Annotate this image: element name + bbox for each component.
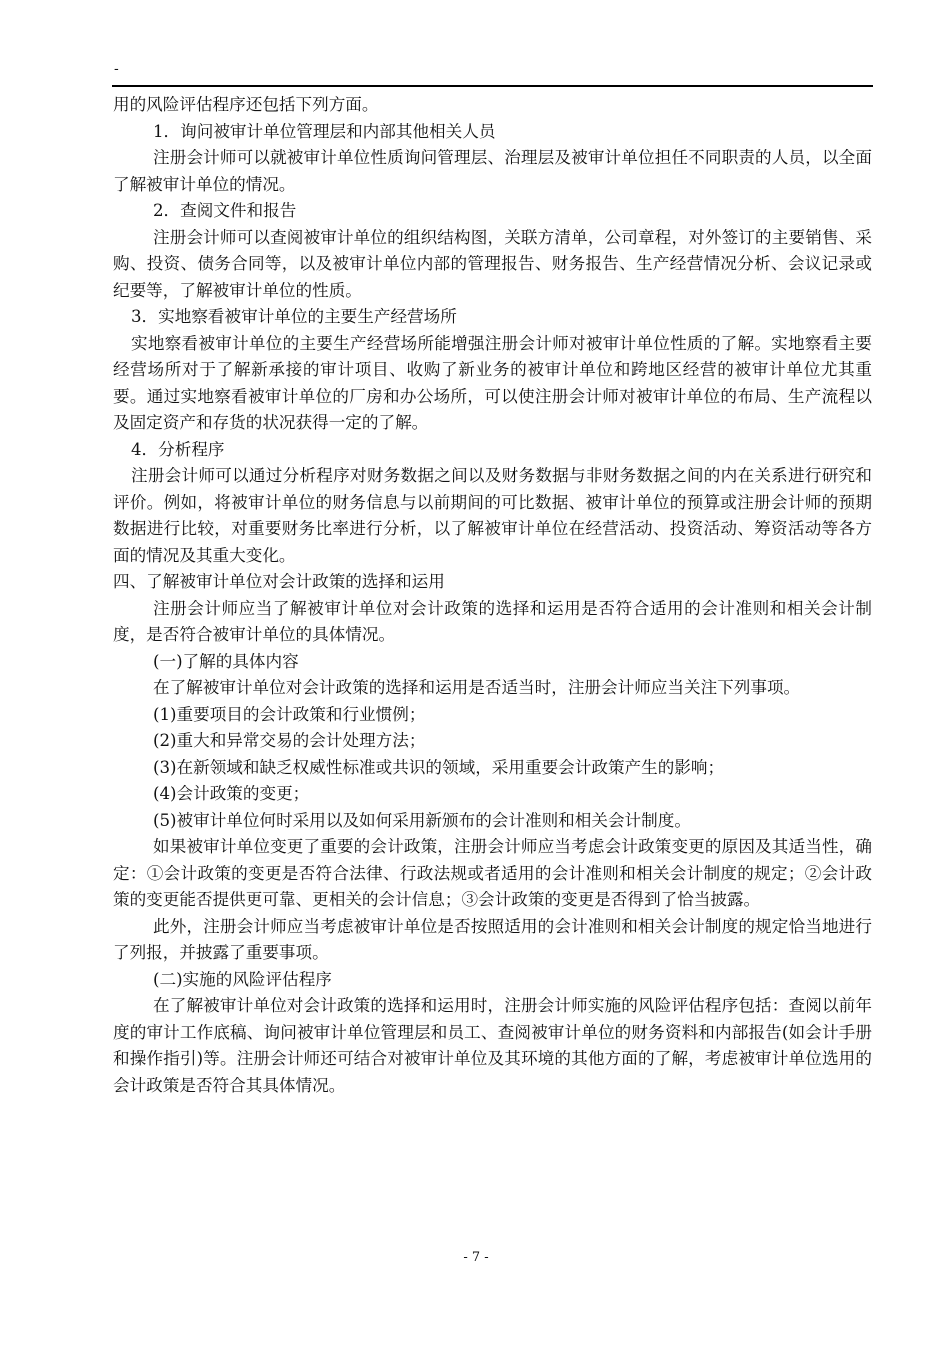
document-body	[113, 92, 872, 1099]
list-item: (4)会计政策的变更；	[153, 784, 310, 803]
paragraph-inquiry: 注册会计师可以就被审计单位性质询问管理层、治理层及被审计单位担任不同职责的人员，以全面了解被审计单位的情况。	[113, 148, 872, 194]
heading-site-visit: 3．实地察看被审计单位的主要生产经营场所	[131, 307, 457, 326]
subheading-risk-assessment: (二)实施的风险评估程序	[153, 969, 332, 989]
paragraph-continuation: 用的风险评估程序还包括下列方面。	[113, 95, 379, 114]
paragraph-specific-content: 在了解被审计单位对会计政策的选择和运用是否适当时，注册会计师应当关注下列事项。	[153, 678, 801, 697]
list-item: (3)在新领域和缺乏权威性标准或共识的领域，采用重要会计政策产生的影响；	[153, 757, 725, 777]
heading-analytical-procedures: 4．分析程序	[131, 439, 225, 459]
paragraph-site-visit: 实地察看被审计单位的主要生产经营场所能增强注册会计师对被审计单位性质的了解。实地察看主要经营场所对于了解新承接的审计项目、收购了新业务的被审计单位和跨地区经营的被审计单位尤其重要。通过实地察看被审计单位的厂房和办公场所，可以使注册会计师对被审计单位的布局、生产流程以及固定资产和存货的状况获得一定的了解。	[113, 333, 872, 432]
heading-inquiry: 1．询问被审计单位管理层和内部其他相关人员	[153, 121, 496, 141]
header-rule	[112, 85, 873, 87]
list-item: (1)重要项目的会计政策和行业惯例；	[153, 704, 426, 724]
paragraph-review-documents: 注册会计师可以查阅被审计单位的组织结构图，关联方清单，公司章程，对外签订的主要销售、采购、投资、债务合同等，以及被审计单位内部的管理报告、财务报告、生产经营情况分析、会议记录或纪要等，了解被审计单位的性质。	[113, 227, 872, 300]
paragraph-analytical-procedures: 注册会计师可以通过分析程序对财务数据之间以及财务数据与非财务数据之间的内在关系进行研究和评价。例如，将被审计单位的财务信息与以前期间的可比数据、被审计单位的预算或注册会计师的预期数据进行比较，对重要财务比率进行分析，以了解被审计单位在经营活动、投资活动、筹资活动等各方面的情况及其重大变化。	[113, 466, 872, 565]
paragraph-risk-assessment: 在了解被审计单位对会计政策的选择和运用时，注册会计师实施的风险评估程序包括：查阅以前年度的审计工作底稿、询问被审计单位管理层和员工、查阅被审计单位的财务资料和内部报告(如会计手册和操作指引)等。注册会计师还可结合对被审计单位及其环境的其他方面的了解，考虑被审计单位选用的会计政策是否符合其具体情况。	[113, 996, 872, 1095]
subheading-specific-content: (一)了解的具体内容	[153, 651, 299, 671]
paragraph-accounting-policies-intro: 注册会计师应当了解被审计单位对会计政策的选择和运用是否符合适用的会计准则和相关会计制度，是否符合被审计单位的具体情况。	[113, 598, 872, 644]
page-number: - 7 -	[463, 1250, 489, 1265]
section-heading-accounting-policies: 四、了解被审计单位对会计政策的选择和运用	[113, 572, 445, 591]
paragraph-policy-change: 如果被审计单位变更了重要的会计政策，注册会计师应当考虑会计政策变更的原因及其适当性，确定：①会计政策的变更是否符合法律、行政法规或者适用的会计准则和相关会计制度的规定；②会计政策的变更能否提供更可靠、更相关的会计信息；③会计政策的变更是否得到了恰当披露。	[113, 837, 872, 909]
header-mark: -	[114, 61, 119, 77]
list-item: (5)被审计单位何时采用以及如何采用新颁布的会计准则和相关会计制度。	[153, 810, 691, 830]
heading-review-documents: 2．查阅文件和报告	[153, 201, 297, 220]
list-item: (2)重大和异常交易的会计处理方法；	[153, 731, 426, 750]
paragraph-presentation: 此外，注册会计师应当考虑被审计单位是否按照适用的会计准则和相关会计制度的规定恰当地进行了列报，并披露了重要事项。	[113, 916, 872, 962]
